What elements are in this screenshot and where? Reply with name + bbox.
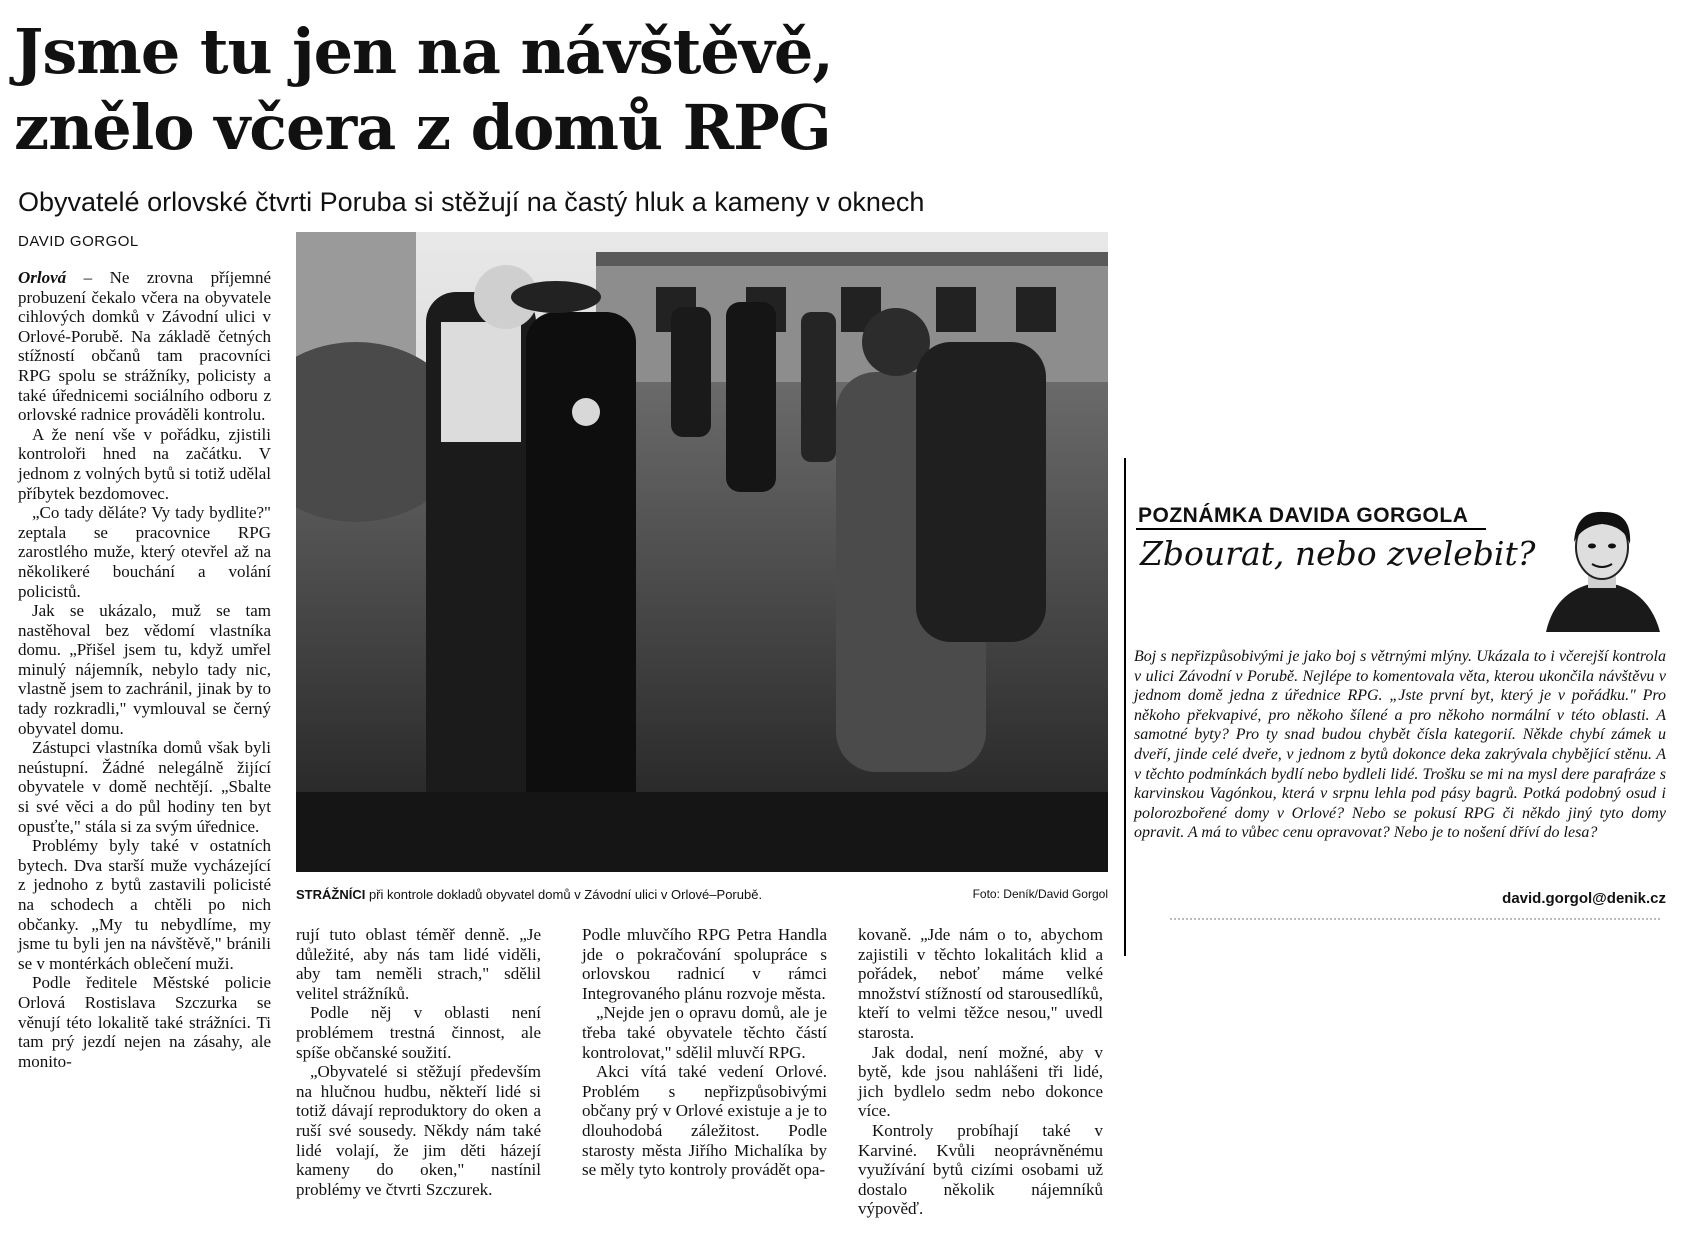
- article-column-3: [582, 925, 827, 1180]
- article-paragraph: Orlová – Ne zrovna příjemné probuzení čekalo včera na obyvatele cihlových domků v Závodní ulici v Orlové-Porubě. Na základě četných stížností občanů tam pracovníci RPG spolu se strážníky, policisty a také úřednicemi sociálního odboru z orlovské radnice prováděli kontrolu.: [18, 268, 271, 425]
- article-paragraph: kovaně. „Jde nám o to, abychom zajistili v těchto lokalitách klid a pořádek, neboť máme velké množství stížností od starousedlíků, kteří to velmi těžce nesou," uvedl starosta.: [858, 925, 1103, 1042]
- article-paragraph: Podle ředitele Městské policie Orlová Rostislava Szczurka se věnují této lokalitě také strážníci. Ti tam prý jezdí nejen na zásahy, ale monito-: [18, 973, 271, 1071]
- article-paragraph: A že není vše v pořádku, zjistili kontroloři hned na začátku. V jednom z volných bytů si totiž udělal příbytek bezdomovec.: [18, 424, 271, 503]
- note-underline: [1136, 528, 1486, 530]
- caption-keyword: STRÁŽNÍCI: [296, 887, 366, 902]
- note-title: Zbourat, nebo zvelebit?: [1140, 534, 1536, 573]
- article-paragraph: „Obyvatelé si stěžují především na hlučnou hudbu, někteří lidé si totiž dávají reproduktory do oken a ruší své sousedy. Někdy nám také lidé volají, že jim děti házejí kameny do oken," nastínil problémy ve čtvrti Szczurek.: [296, 1062, 541, 1199]
- article-column-1: [18, 268, 271, 1071]
- photo-caption: [296, 887, 1108, 902]
- article-paragraph: „Co tady děláte? Vy tady bydlite?" zeptala se pracovnice RPG zarostlého muže, který otevřel až na několikeré bouchání a volání policistů.: [18, 503, 271, 601]
- note-dotted-rule: [1170, 918, 1660, 920]
- note-paragraph: Boj s nepřizpůsobivými je jako boj s větrnými mlýny. Ukázala to i včerejší kontrola v ulici Závodní v Porubě. Nejlépe to komentovala věta, kterou ukončila návštěvu v jednom domě jedna z úřednice RPG. „Jste první byt, který je v pořádku." Pro někoho překvapivé, pro někoho šílené a pro někoho normální v této oblasti. A samotné byty? Pro ty snad budou chybět čísla kategorií. Někde chybí zámek u dveří, jinde celé dveře, v jednom z bytů dokonce deka zakrývala chybějící stěnu. A v těchto podmínkách bydlí nebo bydleli lidé. Trošku se mi na mysl dere parafráze s karvinskou Vagónkou, která v srpnu lehla pod pásy bagrů. Potká podobný osud i polorozbořené domy v Orlové? Nebo se pokusí RPG či někdo jiný tyto domy opravit. A má to vůbec cenu opravovat? Nebo je to nošení dříví do lesa?: [1134, 648, 1666, 842]
- article-paragraph: Problémy byly také v ostatních bytech. Dva starší muže vycházející z jednoho z bytů zastavili policisté na schodech a chtěli po nich občanky. „My tu nebydlíme, my jsme tu byli jen na návštěvě," bránili se v montérkách oblečení muži.: [18, 836, 271, 973]
- article-paragraph: Podle mluvčího RPG Petra Handla jde o pokračování spolupráce s orlovskou radnicí v rámci Integrovaného plánu rozvoje města.: [582, 925, 827, 1003]
- article-paragraph: rují tuto oblast téměř denně. „Je důležité, aby nás tam lidé viděli, aby tam neměli strach," sdělil velitel strážníků.: [296, 925, 541, 1003]
- article-paragraph: Kontroly probíhají také v Karviné. Kvůli neoprávněnému využívání bytů cizími osobami už dostalo několik nájemníků výpověď.: [858, 1120, 1103, 1219]
- portrait-illustration: [1536, 502, 1668, 632]
- article-column-2: [296, 925, 541, 1199]
- article-paragraph: Zástupci vlastníka domů však byli neústupní. Žádné nelegálně žijící obyvatele v domě nechtějí. „Sbalte si své věci a do půl hodiny ten byt opusťte," stála si za svým úřednice.: [18, 738, 271, 836]
- note-label: POZNÁMKA DAVIDA GORGOLA: [1138, 504, 1469, 527]
- author-email[interactable]: david.gorgol@denik.cz: [1502, 890, 1666, 907]
- subheadline: Obyvatelé orlovské čtvrti Poruba si stěžují na častý hluk a kameny v oknech: [18, 187, 925, 217]
- byline: DAVID GORGOL: [18, 233, 139, 250]
- article-paragraph: Akci vítá také vedení Orlové. Problém s nepřizpůsobivými občany prý v Orlové existuje a je to dlouhodobá záležitost. Podle starosty města Jiřího Michalíka by se měly tyto kontroly provádět opa-: [582, 1062, 827, 1180]
- headline: Jsme tu jen na návštěvě, znělo včera z domů RPG: [14, 15, 833, 164]
- photo-credit: Foto: Deník/David Gorgol: [972, 887, 1108, 901]
- article-column-4: [858, 925, 1103, 1219]
- article-paragraph: Jak dodal, není možné, aby v bytě, kde jsou nahlášeni tři lidé, jich bydlelo sedm nebo dokonce více.: [858, 1042, 1103, 1121]
- caption-text: při kontrole dokladů obyvatel domů v Závodní ulici v Orlové–Porubě.: [365, 887, 763, 902]
- author-portrait: [1536, 502, 1668, 632]
- photo-illustration: [296, 232, 1108, 872]
- news-photo: [296, 232, 1108, 872]
- dateline: Orlová: [18, 268, 67, 287]
- note-divider: [1124, 458, 1126, 956]
- article-paragraph: Jak se ukázalo, muž se tam nastěhoval bez vědomí vlastníka domu. „Přišel jsem tu, když umřel minulý nájemník, nebylo tady nic, vlastně jsem to zachránil, jinak by to tady rozkradli," vymlouval se černý obyvatel domu.: [18, 601, 271, 738]
- article-paragraph: „Nejde jen o opravu domů, ale je třeba také obyvatele těchto částí kontrolovat," sdělil mluvčí RPG.: [582, 1003, 827, 1062]
- note-body: [1134, 647, 1666, 843]
- article-paragraph: Podle něj v oblasti není problémem trestná činnost, ale spíše občanské soužití.: [296, 1003, 541, 1062]
